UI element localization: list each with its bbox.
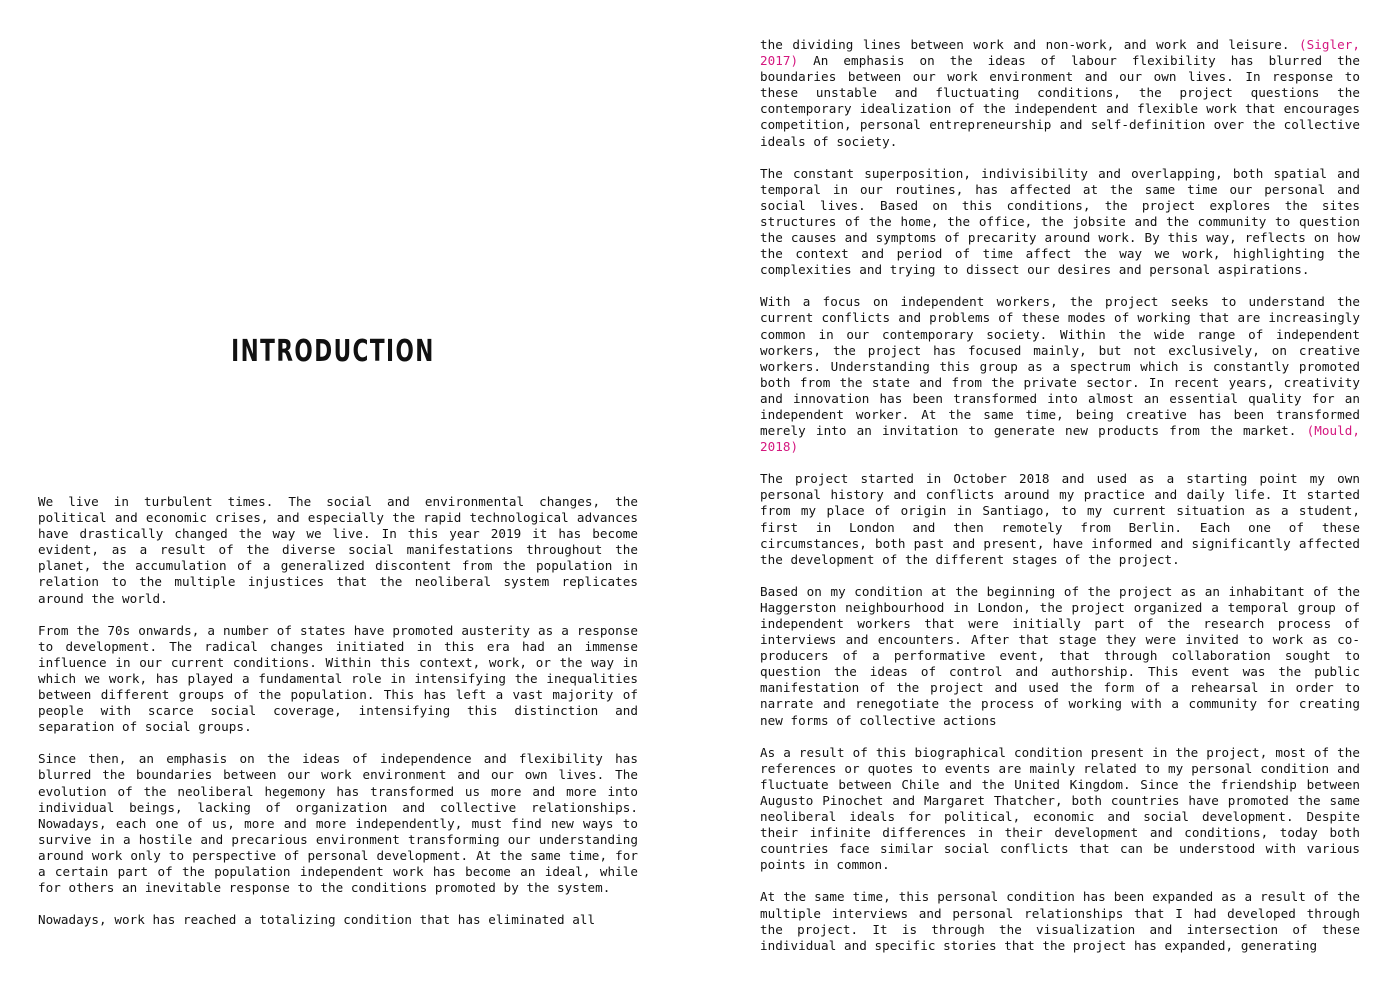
right-paragraph-1 — [760, 37, 1360, 150]
left-paragraph-2: From the 70s onwards, a number of states have promoted austerity as a response to development. The radical changes initiated in this era had an immense influence in our current conditions. Within this context, work, or the way in which we work, has played a fundamental role in intensifying the inequalities between different groups of the population. This has left a vast majority of people with scarce social coverage, intensifying this distinction and separation of social groups. — [38, 622, 638, 735]
right-paragraph-6: As a result of this biographical condition present in the project, most of the references or quotes to events are mainly related to my personal condition and fluctuate between Chile and the United Kingdom. Since the friendship between Augusto Pinochet and Margaret Thatcher, both countries have promoted the same neoliberal ideals for political, economic and social development. Despite their infinite differences in their development and conditions, today both countries face similar social conflicts that can be understood with various points in common. — [760, 744, 1360, 873]
right-text-column — [760, 37, 1360, 970]
right-paragraph-3 — [760, 294, 1360, 455]
citation-sigler: (Sigler, 2017) — [760, 37, 1360, 69]
citation-mould: (Mould, 2018) — [760, 423, 1360, 455]
paragraph-text: the dividing lines between work and non-work, and work and leisure. — [760, 37, 1299, 52]
right-paragraph-4: The project started in October 2018 and used as a starting point my own personal history and conflicts around my practice and daily life. It started from my place of origin in Santiago, to my current situation as a student, first in London and then remotely from Berlin. Each one of these circumstances, both past and present, have informed and significantly affected the development of the different stages of the project. — [760, 471, 1360, 567]
right-page — [699, 0, 1398, 991]
left-text-column — [38, 494, 638, 944]
right-paragraph-5: Based on my condition at the beginning of the project as an inhabitant of the Haggerston neighbourhood in London, the project organized a temporal group of independent workers that were initially part of the research process of interviews and encounters. After that stage they were invited to work as co-producers of a performative event, that through collaboration sought to question the ideas of control and authorship. This event was the public manifestation of the project and used the form of a rehearsal in order to narrate and renegotiate the process of working with a community for creating new forms of collective actions — [760, 583, 1360, 728]
left-paragraph-4: Nowadays, work has reached a totalizing condition that has eliminated all — [38, 912, 596, 928]
right-paragraph-7: At the same time, this personal condition has been expanded as a result of the multiple interviews and personal relationships that I had developed through the project. It is through the visualization and intersection of these individual and specific stories that the project has expanded, generating — [760, 889, 1360, 953]
page-title: INTRODUCTION — [231, 334, 435, 369]
right-paragraph-2: The constant superposition, indivisibility and overlapping, both spatial and temporal in our routines, has affected at the same time our personal and social lives. Based on this conditions, the project explores the sites structures of the home, the office, the jobsite and the community to question the causes and symptoms of precarity around work. By this way, reflects on how the context and period of time affect the way we work, highlighting the complexities and trying to dissect our desires and personal aspirations. — [760, 165, 1360, 278]
paragraph-text: With a focus on independent workers, the project seeks to understand the current conflicts and problems of these modes of working that are increasingly common in our contemporary society. Within the wide range of independent workers, the project has focused mainly, but not exclusively, on creative workers. Understanding this group as a spectrum which is constantly promoted both from the state and from the private sector. In recent years, creativity and innovation has been transformed into almost an essential quality for an independent worker. At the same time, being creative has been transformed merely into an invitation to generate new products from the market. — [760, 294, 1360, 439]
paragraph-text: An emphasis on the ideas of labour flexibility has blurred the boundaries between our work environment and our own lives. In response to these unstable and fluctuating conditions, the project questions the contemporary idealization of the independent and flexible work that encourages competition, personal entrepreneurship and self-definition over the collective ideals of society. — [760, 53, 1360, 149]
left-paragraph-3: Since then, an emphasis on the ideas of independence and flexibility has blurred the boundaries between our work environment and our own lives. The evolution of the neoliberal hegemony has transformed us more and more into individual beings, lacking of organization and collective relationships. Nowadays, each one of us, more and more independently, must find new ways to survive in a hostile and precarious environment transforming our understanding around work only to perspective of personal development. At the same time, for a certain part of the population independent work has become an ideal, while for others an inevitable response to the conditions promoted by the system. — [38, 751, 638, 896]
left-paragraph-1: We live in turbulent times. The social and environmental changes, the political and economic crises, and especially the rapid technological advances have drastically changed the way we live. In this year 2019 it has become evident, as a result of the diverse social manifestations throughout the planet, the accumulation of a generalized discontent from the population in relation to the multiple injustices that the neoliberal system replicates around the world. — [38, 494, 638, 606]
